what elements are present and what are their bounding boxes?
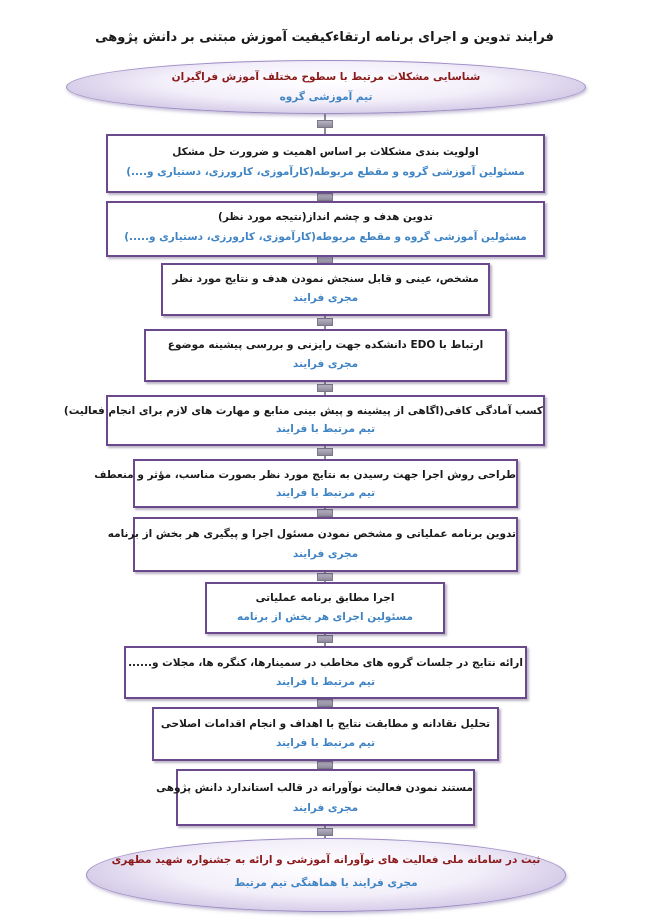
process-step-4 [144,329,507,382]
process-step-1 [106,134,545,193]
step-main-text: تحلیل نقادانه و مطابقت نتایج با اهداف و انجام اقدامات اصلاحی [160,718,491,730]
diagram-title: فرایند تدوین و اجرای برنامه ارتقاءکیفیت آموزش مبتنی بر دانش پژوهی [95,30,554,45]
step-responsible-text: مسئولین آموزشی گروه و مقطع مربوطه(کارآموزی، کارورزی، دستیاری و....) [126,166,525,178]
step-main-text: طراحی روش اجرا جهت رسیدن به نتایج مورد نظر بصورت مناسب، مؤثر و منعطف [94,469,516,481]
step-responsible-text: مجری فرایند [292,292,359,304]
step-main-text: مستند نمودن فعالیت نوآورانه در قالب استاندارد دانش پژوهی [156,782,473,794]
connector [317,384,333,392]
step-main-text: اولویت بندی مشکلات بر اساس اهمیت و ضرورت حل مشکل [172,146,479,158]
step-main-text: ارتباط با EDO دانشکده جهت رایزنی و بررسی پیشینه موضوع [167,339,484,351]
step-main-text: مشخص، عینی و قابل سنجش نمودن هدف و نتایج مورد نظر [172,273,479,285]
end-main-text: ثبت در سامانه ملی فعالیت های نوآورانه آموزشی و ارائه به جشنواره شهید مطهری [111,854,541,866]
start-main-text: شناسایی مشکلات مرتبط با سطوح مختلف آموزش فراگیران [171,71,481,83]
end-oval [86,838,566,912]
process-step-8 [205,582,445,634]
start-oval [66,60,586,114]
step-responsible-text: تیم مرتبط با فرایند [275,487,376,499]
step-responsible-text: مجری فرایند [292,548,359,560]
step-responsible-text: تیم مرتبط با فرایند [275,737,376,749]
step-main-text: کسب آمادگی کافی(اگاهی از پیشینه و پیش بینی منابع و مهارت های لازم برای انجام فعالیت) [63,405,543,417]
connector [317,699,333,707]
process-step-7 [107,517,518,572]
connector [317,573,333,581]
process-step-9 [124,646,527,699]
process-step-5 [63,395,545,446]
step-responsible-text: مجری فرایند [292,358,359,370]
end-sub-text: مجری فرایند با هماهنگی تیم مرتبط [234,877,418,889]
process-step-2 [106,201,545,257]
connector [317,761,333,769]
connector [317,509,333,517]
step-responsible-text: مسئولین آموزشی گروه و مقطع مربوطه(کارآموزی، کارورزی، دستیاری و.....) [124,231,527,243]
connector [317,828,333,836]
step-main-text: تدوین برنامه عملیاتی و مشخص نمودن مسئول اجرا و پیگیری هر بخش از برنامه [107,528,516,540]
step-responsible-text: تیم مرتبط با فرایند [275,676,376,688]
step-responsible-text: مجری فرایند [292,802,359,814]
connector [317,448,333,456]
process-step-11 [156,769,475,826]
step-main-text: اجرا مطابق برنامه عملیاتی [255,592,395,604]
step-main-text: تدوین هدف و چشم انداز(نتیجه مورد نظر) [218,211,433,223]
connector [317,193,333,201]
step-responsible-text: مسئولین اجرای هر بخش از برنامه [237,611,413,623]
connector [317,635,333,643]
connector [317,318,333,326]
step-main-text: ارائه نتایج در جلسات گروه های مخاطب در سمینارها، کنگره ها، مجلات و...... [128,657,523,669]
process-step-3 [161,263,490,316]
process-step-10 [152,707,499,761]
connector [317,120,333,128]
start-sub-text: تیم آموزشی گروه [279,91,373,103]
process-step-6 [94,459,518,508]
step-responsible-text: تیم مرتبط با فرایند [275,423,376,435]
